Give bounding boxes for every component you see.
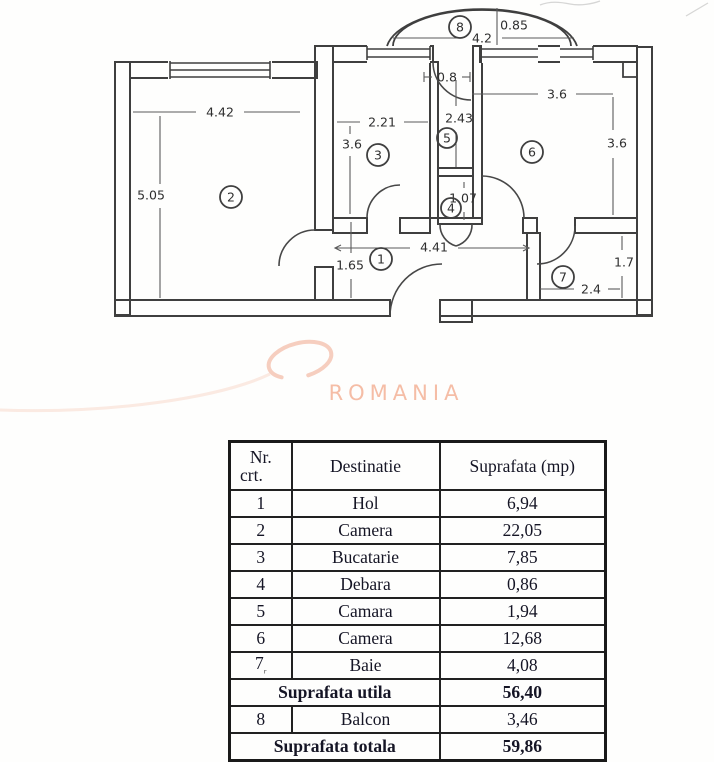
dim-label: 2.4: [581, 281, 601, 297]
dim-label: 2.43: [445, 110, 473, 126]
watermark: [0, 336, 463, 411]
watermark-text: ROMANIA: [328, 381, 464, 405]
table-row: [230, 544, 606, 571]
dim-label: 0.8: [437, 69, 457, 85]
walls: [115, 46, 652, 322]
room-number: 3: [374, 147, 382, 163]
area-table: [228, 440, 607, 762]
cell-mp: 0,86: [440, 571, 606, 598]
dim-4.42: [133, 105, 300, 120]
cell-nr: 5: [230, 598, 292, 625]
room-8-marker: [449, 16, 471, 38]
table-header-row: [230, 442, 606, 491]
dim-label: 3.6: [342, 136, 362, 152]
dim-4.2: [393, 31, 574, 46]
cell-dest: Bucatarie: [292, 544, 440, 571]
room-number: 8: [456, 19, 464, 35]
room-1-marker: [370, 248, 392, 270]
total-row-totala: [230, 733, 606, 761]
windows: [168, 44, 593, 80]
dim-3.6-room6-h: [472, 87, 613, 102]
cell-dest: Hol: [292, 490, 440, 517]
table-row: [230, 571, 606, 598]
dim-2.4: [540, 282, 620, 297]
cell-mp: 3,46: [440, 706, 606, 733]
window-left-of-balcony: [367, 44, 430, 63]
utila-label: Suprafata utila: [230, 679, 440, 706]
pen-mark: ᵣ: [263, 663, 267, 677]
room-number: 5: [443, 130, 451, 146]
cell-dest: Baie: [292, 652, 440, 679]
totala-label: Suprafata totala: [230, 733, 440, 761]
door-room3: [367, 185, 400, 218]
cell-nr: 6: [230, 625, 292, 652]
dim-label: 5.05: [137, 187, 165, 203]
header-nr-line2: crt.: [240, 465, 263, 485]
cell-dest: Camara: [292, 598, 440, 625]
window-right-of-balcony: [482, 44, 538, 63]
dim-label: 2.21: [368, 114, 396, 130]
cell-mp: 4,08: [440, 652, 606, 679]
header-suprafata: Suprafata (mp): [440, 442, 606, 491]
cell-mp: 1,94: [440, 598, 606, 625]
room-7-marker: [552, 266, 574, 288]
scan-artifacts: [540, 1, 708, 16]
dim-5.05: [137, 116, 165, 298]
room6-corner-notch: [623, 62, 637, 77]
dim-label: 4.2: [472, 30, 492, 46]
cell-mp: 12,68: [440, 625, 606, 652]
cell-dest: Balcon: [292, 706, 440, 733]
door-room2: [279, 230, 315, 266]
header-destinatie: Destinatie: [292, 442, 440, 491]
room-number: 7: [559, 269, 567, 285]
room-number: 6: [528, 144, 536, 160]
door-room6: [482, 176, 524, 218]
cell-nr: 4: [230, 571, 292, 598]
cell-nr: 2: [230, 517, 292, 544]
totala-value: 59,86: [440, 733, 606, 761]
window-room2: [168, 60, 272, 80]
cell-dest: Camera: [292, 517, 440, 544]
header-nr-crt: [230, 442, 292, 491]
cell-mp: 6,94: [440, 490, 606, 517]
door-room7: [537, 226, 575, 264]
window-room6-top: [560, 44, 593, 63]
dim-3.6-room3: [342, 126, 362, 214]
table-row: [230, 652, 606, 679]
room-5-marker: [437, 128, 457, 148]
room-6-marker: [521, 141, 543, 163]
dim-label: 1.07: [449, 190, 477, 206]
dim-label: 1.65: [336, 257, 364, 273]
subtotal-row-utila: [230, 679, 606, 706]
table-row: [230, 625, 606, 652]
room-2-marker: [220, 186, 242, 208]
cell-nr: 8: [230, 706, 292, 733]
cell-nr: 1: [230, 490, 292, 517]
door-room4-right-leaf: [456, 224, 472, 246]
dim-label: 4.41: [420, 239, 448, 255]
cell-nr: 3: [230, 544, 292, 571]
room-4-marker: [441, 198, 461, 218]
doors: [279, 62, 575, 316]
cell-nr: $7_ᵣ$: [230, 652, 292, 679]
dim-label: 3.6: [607, 135, 627, 151]
dim-label: 3.6: [547, 86, 567, 102]
header-nr-line1: Nr.: [249, 446, 272, 467]
table-row-balcon: [230, 706, 606, 733]
dim-4.41: [335, 240, 529, 255]
dim-label: 4.42: [206, 104, 234, 120]
cell-dest: Camera: [292, 625, 440, 652]
dim-label: 1.7: [614, 254, 634, 270]
cell-mp: 7,85: [440, 544, 606, 571]
room-3-marker: [367, 144, 389, 166]
dim-2.21: [337, 115, 428, 130]
watermark-swoosh-tail: [0, 374, 270, 411]
utila-value: 56,40: [440, 679, 606, 706]
table-row: [230, 490, 606, 517]
door-entrance: [390, 264, 442, 316]
room-number: 4: [447, 200, 455, 216]
room-number: 2: [227, 189, 235, 205]
room-number: 1: [377, 251, 385, 267]
table-row: [230, 517, 606, 544]
watermark-swoosh-icon: [265, 336, 335, 384]
cell-dest: Debara: [292, 571, 440, 598]
cell-mp: 22,05: [440, 517, 606, 544]
dim-3.6-room6-v: [607, 97, 627, 215]
dim-label: 0.85: [500, 17, 528, 33]
table-row: [230, 598, 606, 625]
